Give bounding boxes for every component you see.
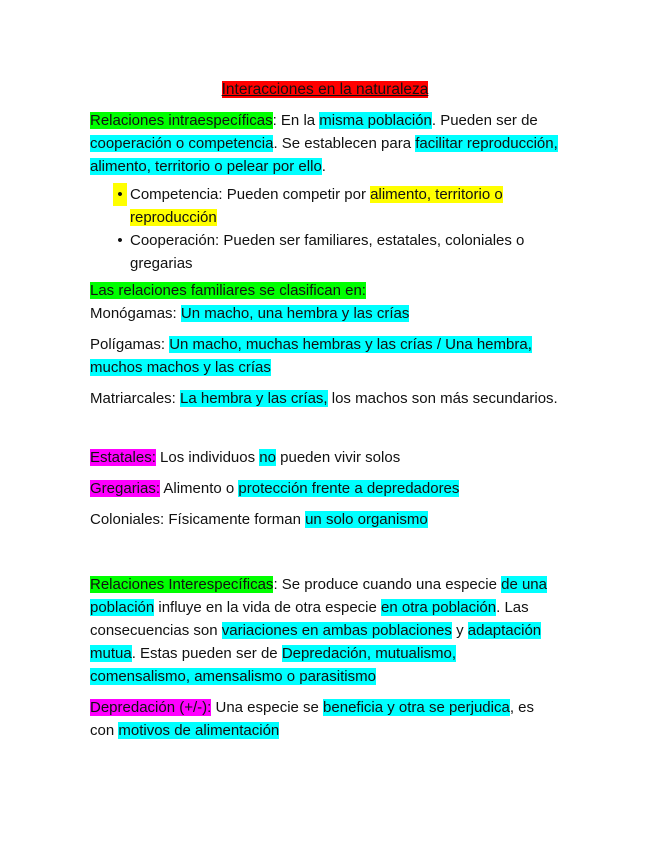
highlight: protección frente a depredadores — [238, 480, 460, 497]
highlight: adaptación mutua — [90, 622, 542, 662]
highlight: Depredación (+/-): — [90, 699, 212, 716]
highlight: no — [259, 449, 276, 466]
highlight: de una población — [90, 576, 547, 616]
text-run: Coloniales: Físicamente forman — [90, 511, 306, 528]
text-run: Alimento o — [160, 480, 239, 497]
coloniales-paragraph — [90, 508, 560, 531]
highlight: beneficia y otra se perjudica — [323, 699, 510, 716]
highlight: Depredación, mutualismo, comensalismo, amensalismo o parasitismo — [90, 645, 457, 685]
highlight: facilitar reproducción, alimento, territorio o pelear por ello — [90, 135, 558, 175]
highlight: motivos de alimentación — [118, 722, 280, 739]
text-run: influye en la vida de otra especie — [154, 599, 382, 616]
bullet-icon: • — [117, 232, 123, 249]
text-run: Competencia: Pueden competir por — [130, 186, 371, 203]
highlight: alimento, territorio o reproducción — [130, 186, 503, 226]
spacer — [90, 410, 560, 446]
interspecific-term: Relaciones Interespecíficas — [90, 576, 274, 593]
text-run: los machos son más secundarios. — [327, 390, 558, 407]
text-run: : Se produce cuando una especie — [273, 576, 502, 593]
spacer — [90, 531, 560, 573]
spacer — [90, 469, 560, 477]
text-run: , es con — [90, 699, 535, 739]
highlight: Las relaciones familiares se clasifican en: — [90, 282, 366, 299]
highlight: variaciones en ambas poblaciones — [221, 622, 452, 639]
spacer — [90, 500, 560, 508]
highlight: Estatales: — [90, 449, 156, 466]
text-run: pueden vivir solos — [275, 449, 401, 466]
text-run: Polígamas: — [90, 336, 170, 353]
monogamas-paragraph — [90, 302, 560, 325]
interspecific-paragraph — [90, 573, 560, 688]
highlight: en otra población — [381, 599, 497, 616]
text-run: . Las consecuencias son — [90, 599, 529, 639]
document-title — [90, 78, 560, 101]
intraspecific-paragraph — [90, 109, 560, 178]
matriarcales-paragraph — [90, 387, 560, 410]
list-item — [117, 183, 560, 229]
text-run: Monógamas: — [90, 305, 181, 322]
highlight: La hembra y las crías, — [180, 390, 328, 407]
highlight: misma población — [319, 112, 432, 129]
estatales-paragraph — [90, 446, 560, 469]
title-text: Interacciones en la naturaleza — [221, 81, 429, 98]
text-run: . — [321, 158, 326, 175]
text-run: y — [451, 622, 468, 639]
document-page — [90, 78, 560, 742]
familiares-heading — [90, 279, 560, 302]
list-item — [117, 229, 560, 275]
text-run: Cooperación: Pueden ser familiares, estatales, coloniales o gregarias — [130, 232, 525, 272]
spacer — [90, 379, 560, 387]
text-run: . Pueden ser de — [431, 112, 538, 129]
bullet-list — [90, 183, 560, 275]
highlight: Gregarias: — [90, 480, 161, 497]
spacer — [90, 325, 560, 333]
poligamas-paragraph — [90, 333, 560, 379]
spacer — [90, 688, 560, 696]
highlight: Un macho, una hembra y las crías — [180, 305, 410, 322]
intraspecific-term: Relaciones intraespecíficas — [90, 112, 273, 129]
text-run: Los individuos — [155, 449, 260, 466]
depredacion-paragraph — [90, 696, 560, 742]
bullet-icon: • — [113, 183, 127, 206]
text-run: : En la — [272, 112, 320, 129]
text-run: Matriarcales: — [90, 390, 181, 407]
text-run: . Se establecen para — [273, 135, 416, 152]
gregarias-paragraph — [90, 477, 560, 500]
highlight: Un macho, muchas hembras y las crías / Una hembra, muchos machos y las crías — [90, 336, 532, 376]
text-run: Una especie se — [211, 699, 324, 716]
highlight: cooperación o competencia — [90, 135, 274, 152]
text-run: . Estas pueden ser de — [131, 645, 282, 662]
highlight: un solo organismo — [305, 511, 428, 528]
